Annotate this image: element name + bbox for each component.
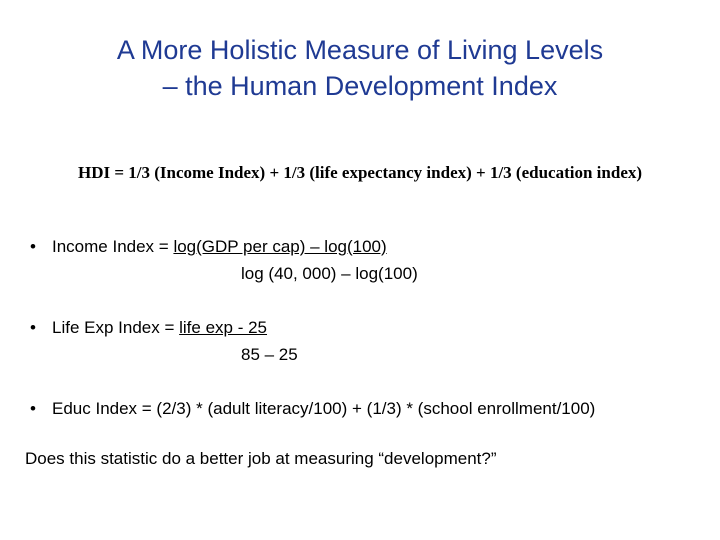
hdi-formula: HDI = 1/3 (Income Index) + 1/3 (life expectancy index) + 1/3 (education index) bbox=[77, 163, 643, 182]
life-exp-index-label: Life Exp Index = bbox=[52, 318, 180, 337]
life-exp-index-text bbox=[52, 316, 267, 340]
slide-title-line-1: A More Holistic Measure of Living Levels bbox=[116, 35, 604, 65]
life-exp-index-denominator: 85 – 25 bbox=[241, 345, 298, 364]
income-index-numerator: log(GDP per cap) – log(100) bbox=[173, 237, 387, 256]
slide-title-line-2: – the Human Development Index bbox=[162, 71, 558, 101]
life-exp-index-numerator: life exp - 25 bbox=[179, 318, 268, 337]
income-index-label: Income Index = bbox=[52, 237, 174, 256]
slide-title bbox=[0, 32, 720, 104]
educ-index-text: Educ Index = (2/3) * (adult literacy/100) + (1/3) * (school enrollment/100) bbox=[52, 399, 596, 418]
bullet-marker: • bbox=[30, 318, 36, 337]
income-index-denominator: log (40, 000) – log(100) bbox=[241, 264, 418, 283]
income-index-text bbox=[52, 235, 387, 259]
closing-question: Does this statistic do a better job at measuring “development?” bbox=[25, 449, 497, 468]
bullet-marker: • bbox=[30, 399, 36, 418]
bullet-marker: • bbox=[30, 237, 36, 256]
